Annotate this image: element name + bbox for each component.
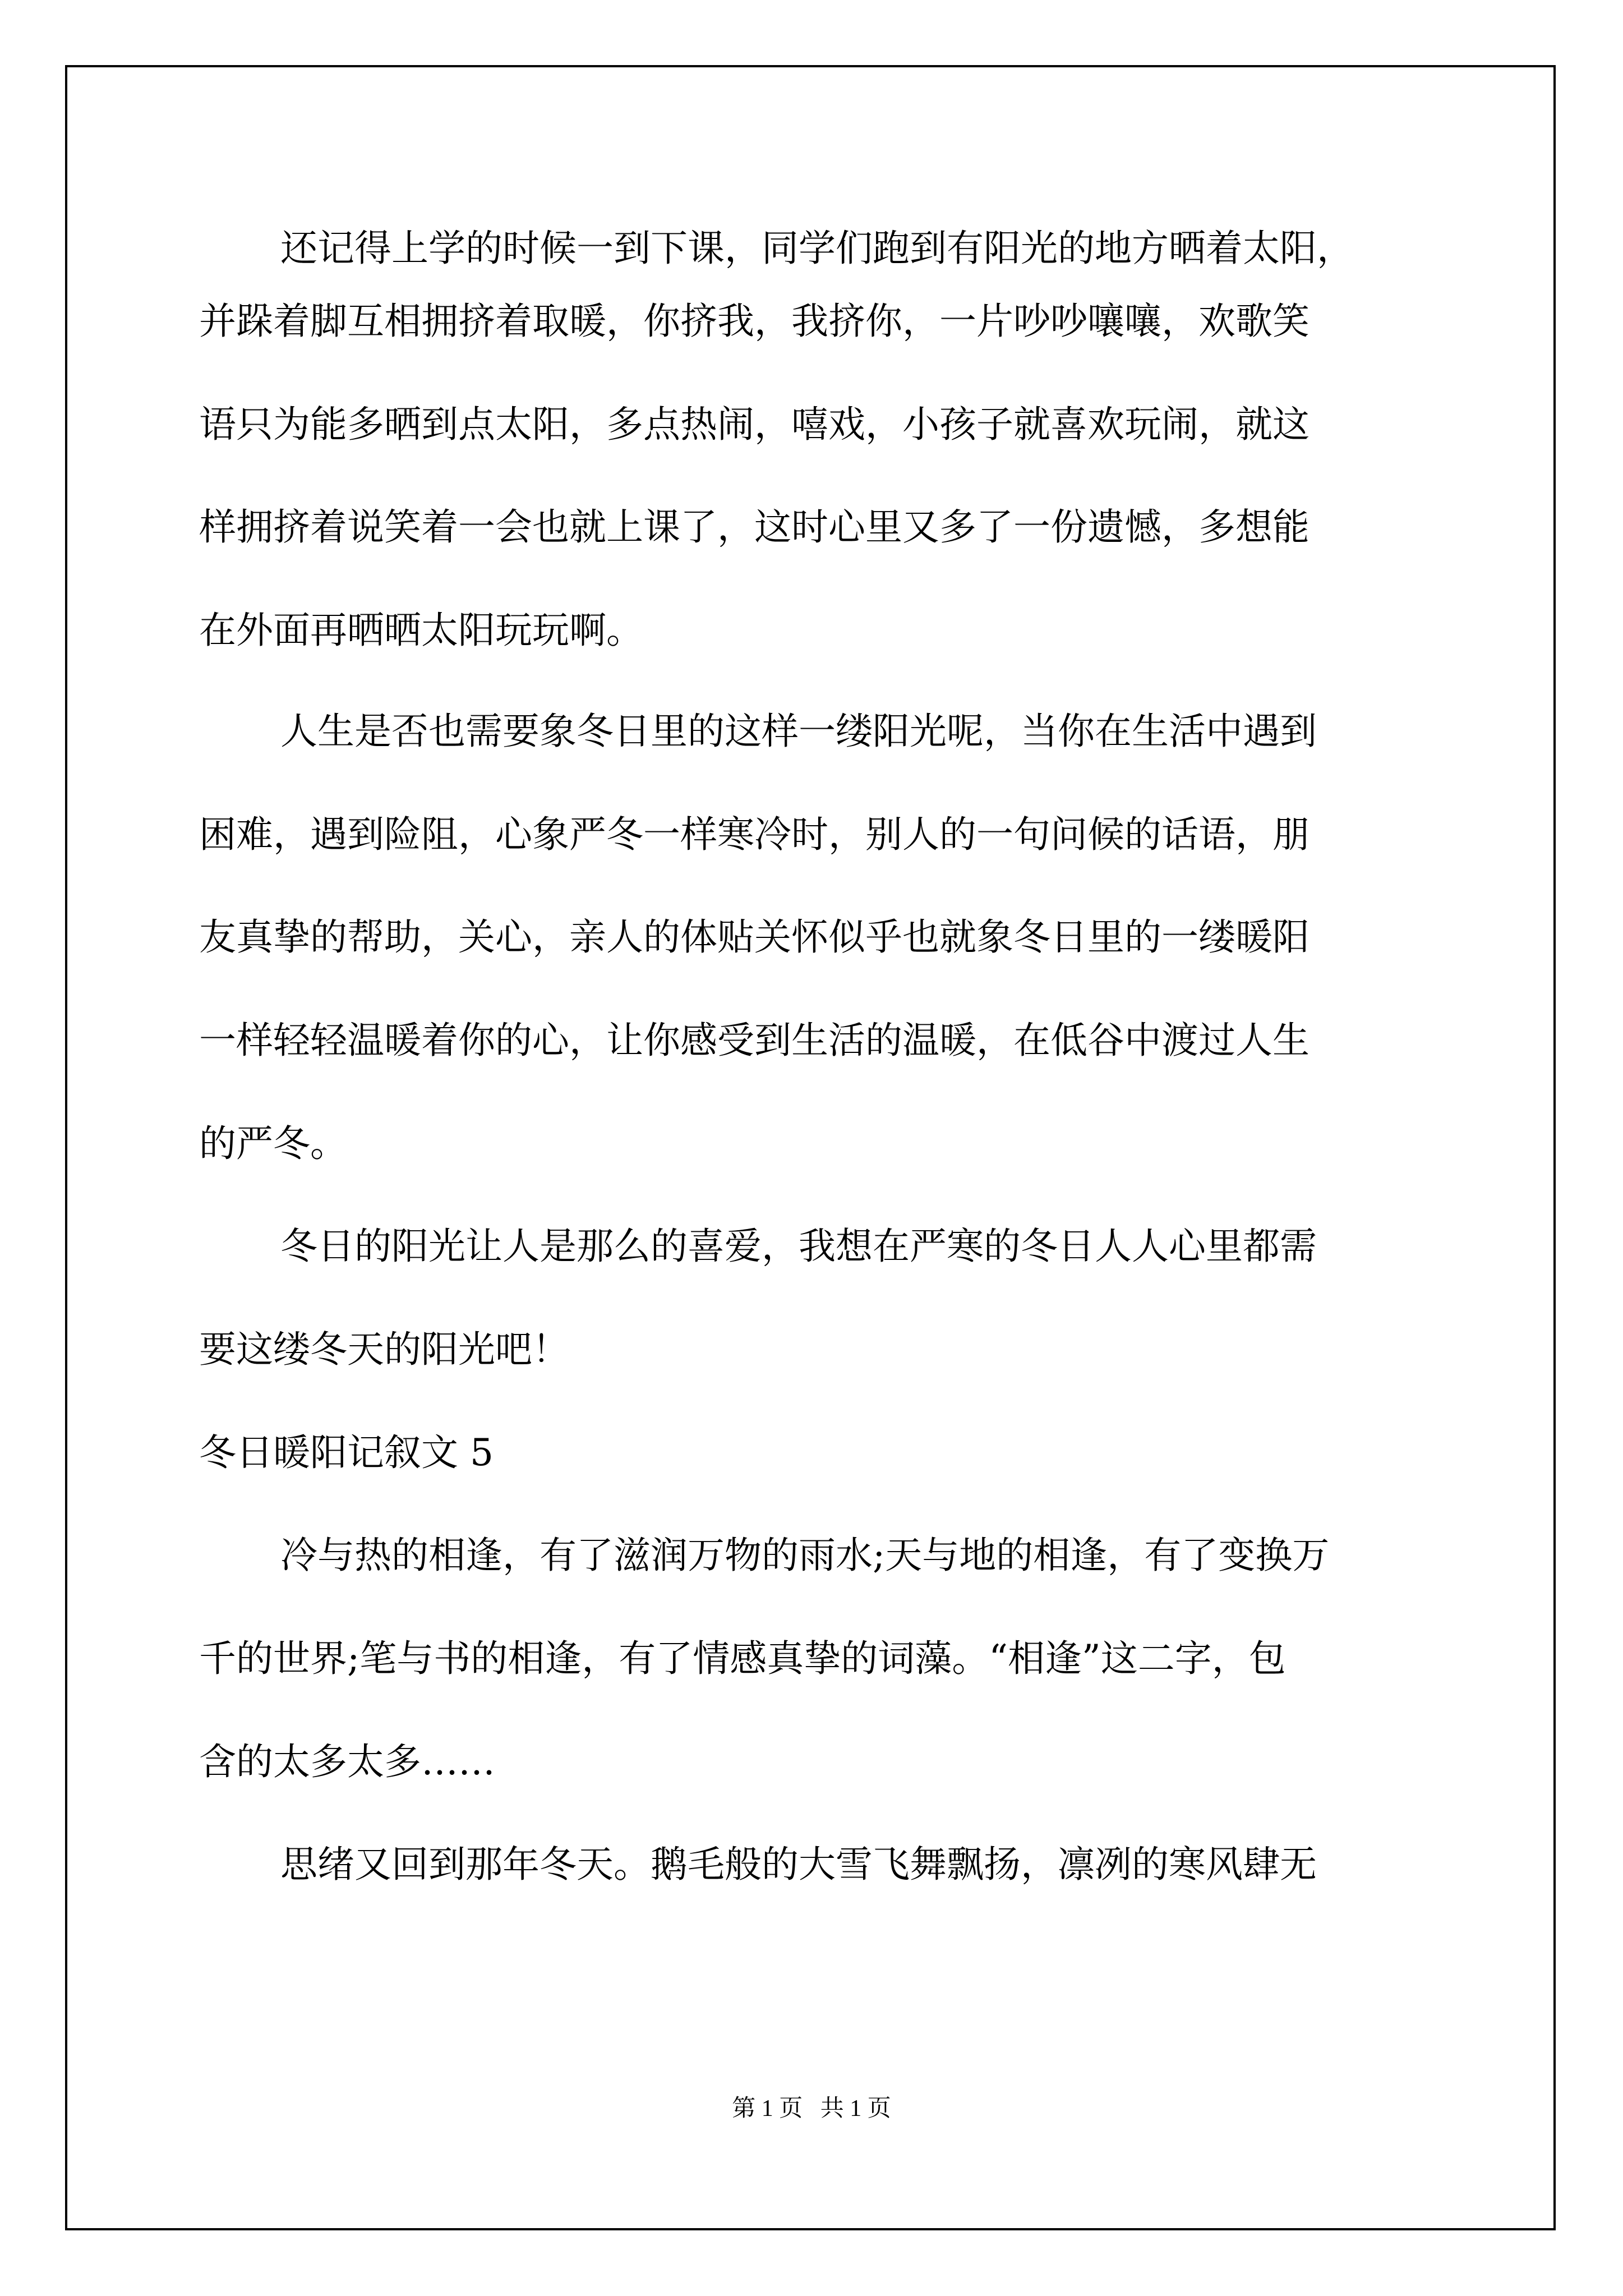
text-line: 人生是否也需要象冬日里的这样一缕阳光呢，当你在生活中遇到	[280, 710, 1317, 753]
text-line: 的严冬。	[199, 1122, 347, 1165]
text-line: 要这缕冬天的阳光吧！	[199, 1328, 569, 1371]
text-line: 还记得上学的时候一到下课，同学们跑到有阳光的地方晒着太阳，	[280, 227, 1354, 270]
page-number-footer: 第 1 页 共 1 页	[732, 2096, 891, 2122]
text-line: 千的世界;笔与书的相逢，有了情感真挚的词藻。“相逢”这二字，包	[199, 1637, 1286, 1680]
text-line: 友真挚的帮助，关心，亲人的体贴关怀似乎也就象冬日里的一缕暖阳	[199, 915, 1310, 959]
text-line: 样拥挤着说笑着一会也就上课了，这时心里又多了一份遗憾，多想能	[199, 505, 1310, 549]
text-line: 冷与热的相逢，有了滋润万物的雨水;天与地的相逢，有了变换万	[280, 1534, 1330, 1577]
section-heading: 冬日暖阳记叙文 5	[199, 1431, 494, 1474]
text-line: 冬日的阳光让人是那么的喜爱，我想在严寒的冬日人人心里都需	[280, 1225, 1317, 1268]
text-line: 一样轻轻温暖着你的心，让你感受到生活的温暖，在低谷中渡过人生	[199, 1019, 1310, 1062]
text-line: 在外面再晒晒太阳玩玩啊。	[199, 609, 643, 652]
text-line: 语只为能多晒到点太阳，多点热闹，嘻戏，小孩子就喜欢玩闹，就这	[199, 403, 1310, 446]
text-line: 并跺着脚互相拥挤着取暖，你挤我，我挤你，一片吵吵嚷嚷，欢歌笑	[199, 300, 1310, 343]
text-line: 含的太多太多……	[199, 1740, 495, 1783]
text-line: 困难，遇到险阻，心象严冬一样寒冷时，别人的一句问候的话语，朋	[199, 813, 1310, 856]
text-line: 思绪又回到那年冬天。鹅毛般的大雪飞舞飘扬，凛冽的寒风肆无	[280, 1843, 1317, 1886]
